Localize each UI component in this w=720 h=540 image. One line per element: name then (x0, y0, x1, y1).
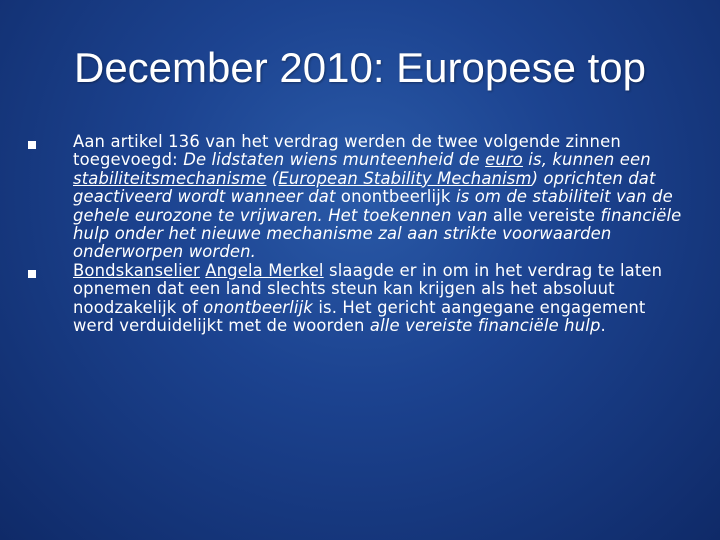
text-segment: . (600, 316, 606, 336)
link-angela-merkel[interactable]: Angela Merkel (205, 260, 324, 280)
italic-text-segment: ) oprichten dat geactiveerd wordt wanneer dat (73, 168, 656, 207)
link-bondskanselier[interactable]: Bondskanselier (73, 260, 200, 280)
italic-text-segment: De lidstaten wiens munteenheid de (183, 150, 486, 170)
italic-text-segment: is, kunnen een (522, 150, 651, 170)
link-euro[interactable]: euro (485, 150, 523, 170)
square-bullet-icon (28, 270, 36, 278)
text-segment: alle vereiste (492, 205, 596, 225)
slide-title: December 2010: Europese top (73, 44, 647, 91)
bullet-text (73, 133, 688, 262)
bullet-item (28, 133, 688, 262)
italic-text-segment: is om de stabiliteit van de gehele eurozone te vrijwaren. Het toekennen van (73, 187, 673, 225)
italic-text-segment: ( (266, 168, 279, 188)
italic-text-segment: onontbeerlijk (203, 297, 313, 317)
italic-text-segment: financiële hulp (73, 205, 682, 244)
link-stabiliteitsmechanisme[interactable]: stabiliteitsmechanisme (73, 168, 267, 188)
slide-body (28, 133, 688, 335)
bullet-item (28, 262, 688, 336)
italic-text-segment: onder het nieuwe mechanisme zal aan strikte voorwaarden onderworpen worden. (73, 224, 612, 262)
text-segment: onontbeerlijk (340, 187, 451, 207)
text-segment: is. Het gericht aangegane engagement werd verduidelijkt met de woorden (73, 297, 646, 336)
text-segment: slaagde er in om in het verdrag te laten opnemen dat een land slechts steun kan krijgen als het absoluut noodzakelijk of (73, 260, 663, 317)
italic-text-segment: alle vereiste financiële hulp (369, 316, 601, 336)
bullet-text (73, 262, 688, 336)
square-bullet-icon (28, 141, 36, 149)
text-segment: Aan artikel 136 van het verdrag werden de twee volgende zinnen toegevoegd: (73, 132, 621, 170)
link-european-stability-mechanism[interactable]: European Stability Mechanism (278, 168, 532, 188)
